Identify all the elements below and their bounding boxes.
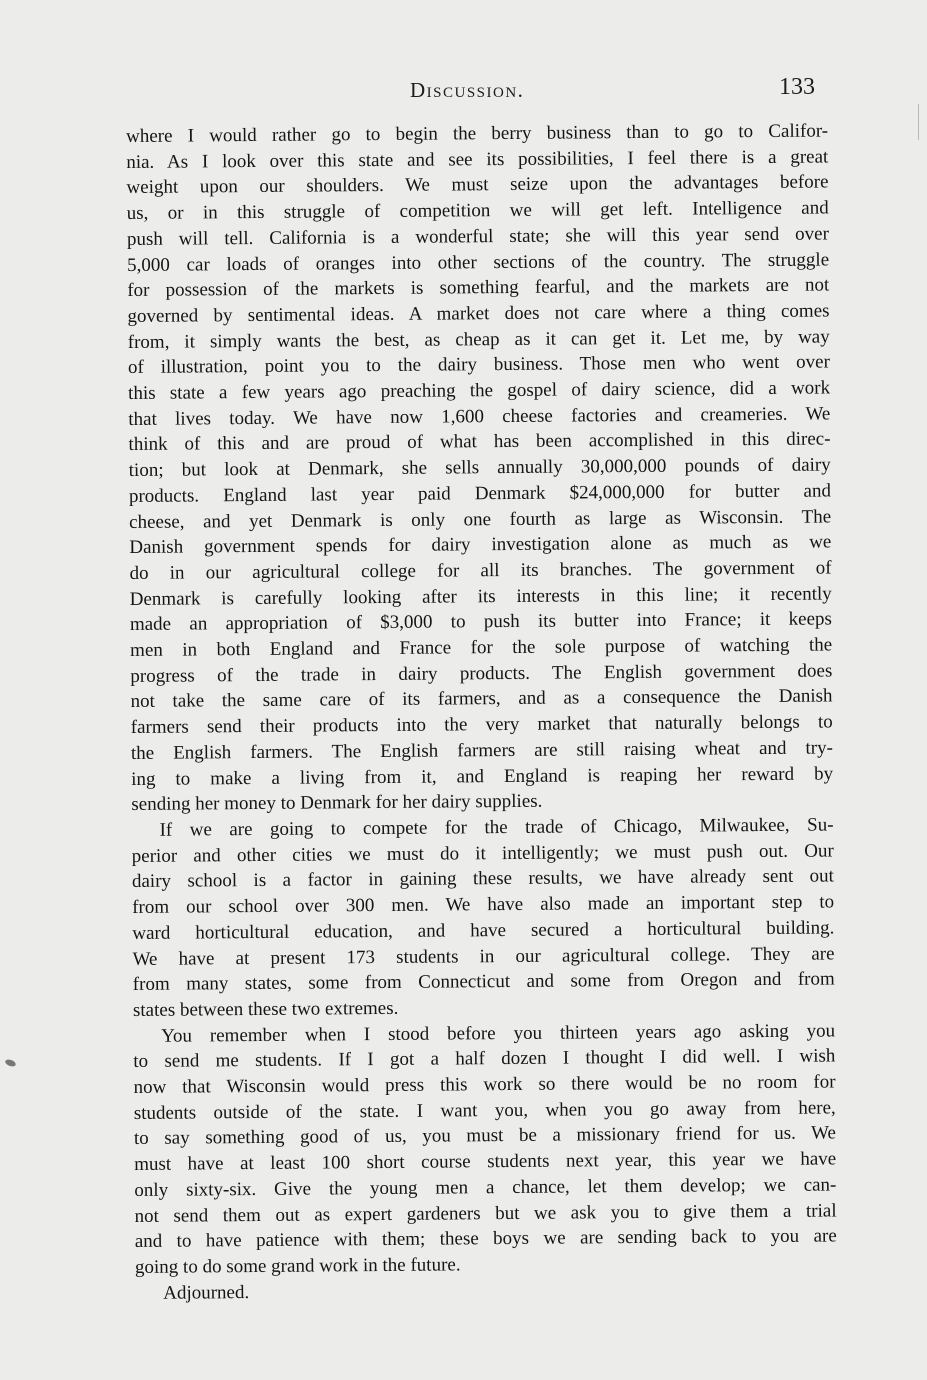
text-line: of illustration, point you to the dairy business. Those men who went over	[127, 351, 830, 379]
text-line: only sixty-six. Give the young men a chance, let them develop; we can-	[134, 1174, 837, 1201]
text-line: states between these two extremes.	[132, 997, 399, 1021]
text-line: progress of the trade in dairy products. The English government does	[130, 660, 833, 687]
text-line: from our school over 300 men. We have also made an important step to	[132, 891, 835, 919]
text-line: from many states, some from Connecticut and some from Oregon and from	[132, 968, 835, 996]
text-line: now that Wisconsin would press this work so there would be no room for	[133, 1071, 836, 1098]
text-line: sending her money to Denmark for her dairy supplies.	[131, 791, 543, 816]
paragraph-1	[126, 118, 833, 817]
text-line: where I would rather go to begin the berry business than to go to Califor-	[126, 120, 829, 147]
body-text	[126, 118, 837, 1306]
page-edge-mark	[918, 104, 919, 140]
text-line: 5,000 car loads of oranges into other sections of the country. The struggle	[127, 248, 830, 276]
text-line: to say something good of us, you must be a missionary friend for us. We	[133, 1122, 837, 1150]
text-line: ing to make a living from it, and England is reaping her reward by	[131, 763, 834, 790]
text-line: Denmark is carefully looking after its interests in this line; it recently	[129, 583, 832, 610]
adjourned-text: Adjourned.	[163, 1281, 250, 1304]
margin-ink-mark	[4, 1058, 16, 1067]
text-line: cheese, and yet Denmark is only one fourth as large as Wisconsin. The	[129, 506, 832, 533]
text-line: do in our agricultural college for all its branches. The government of	[129, 557, 832, 584]
text-line: from, it simply wants the best, as cheap as it can get it. Let me, by way	[127, 326, 830, 353]
text-line: dairy school is a factor in gaining these results, we have already sent out	[131, 865, 835, 893]
text-line: not send them out as expert gardeners but we ask you to give them a trial	[134, 1199, 837, 1227]
text-line: made an appropriation of $3,000 to push its butter into France; it keeps	[129, 608, 832, 636]
text-line: nia. As I look over this state and see its possibilities, I feel there is a great	[126, 146, 829, 173]
text-line: not take the same care of its farmers, and as a consequence the Danish	[130, 685, 833, 713]
text-line: weight upon our shoulders. We must seize upon the advantages before	[126, 171, 829, 199]
text-line: the English farmers. The English farmers are still raising wheat and try-	[130, 737, 834, 764]
text-line: If we are going to compete for the trade of Chicago, Milwaukee, Su-	[159, 814, 834, 841]
running-head	[0, 74, 927, 104]
text-line: push will tell. California is a wonderful state; she will this year send over	[126, 223, 829, 250]
text-line: You remember when I stood before you thirteen years ago asking you	[161, 1020, 836, 1047]
text-line: tion; but look at Denmark, she sells annually 30,000,000 pounds of dairy	[128, 454, 831, 482]
text-line: Danish government spends for dairy investigation alone as much as we	[129, 531, 832, 559]
text-line: and to have patience with them; these boys we are sending back to you are	[134, 1225, 837, 1253]
text-line: that lives today. We have now 1,600 cheese factories and creameries. We	[128, 403, 831, 430]
text-line: think of this and are proud of what has been accomplished in this direc-	[128, 428, 831, 456]
text-line: for possession of the markets is something fearful, and the markets are not	[127, 274, 830, 302]
running-title: Discussion.	[410, 78, 525, 102]
text-line: must have at least 100 short course students next year, this year we have	[134, 1148, 837, 1176]
text-line: this state a few years ago preaching the gospel of dairy science, did a work	[128, 377, 831, 405]
text-line: students outside of the state. I want you, when you go away from here,	[133, 1097, 836, 1124]
text-line: products. England last year paid Denmark $24,000,000 for butter and	[128, 480, 831, 507]
paragraph-2	[131, 812, 835, 1023]
page-number: 133	[779, 74, 815, 100]
text-line: us, or in this struggle of competition we will get left. Intelligence and	[126, 197, 829, 225]
text-line: perior and other cities we must do it intelligently; we must push out. Our	[131, 840, 834, 867]
text-line: to send me students. If I got a half dozen I thought I did well. I wish	[133, 1045, 836, 1073]
text-line: ward horticultural education, and have secured a horticultural building.	[132, 917, 835, 944]
text-line: governed by sentimental ideas. A market does not care where a thing comes	[127, 300, 830, 327]
text-line: going to do some grand work in the future.	[134, 1254, 461, 1278]
text-line: men in both England and France for the sole purpose of watching the	[130, 634, 833, 662]
text-line: We have at present 173 students in our agricultural college. They are	[132, 942, 835, 970]
text-line: farmers send their products into the very market that naturally belongs to	[130, 711, 833, 739]
paragraph-3	[133, 1018, 837, 1281]
